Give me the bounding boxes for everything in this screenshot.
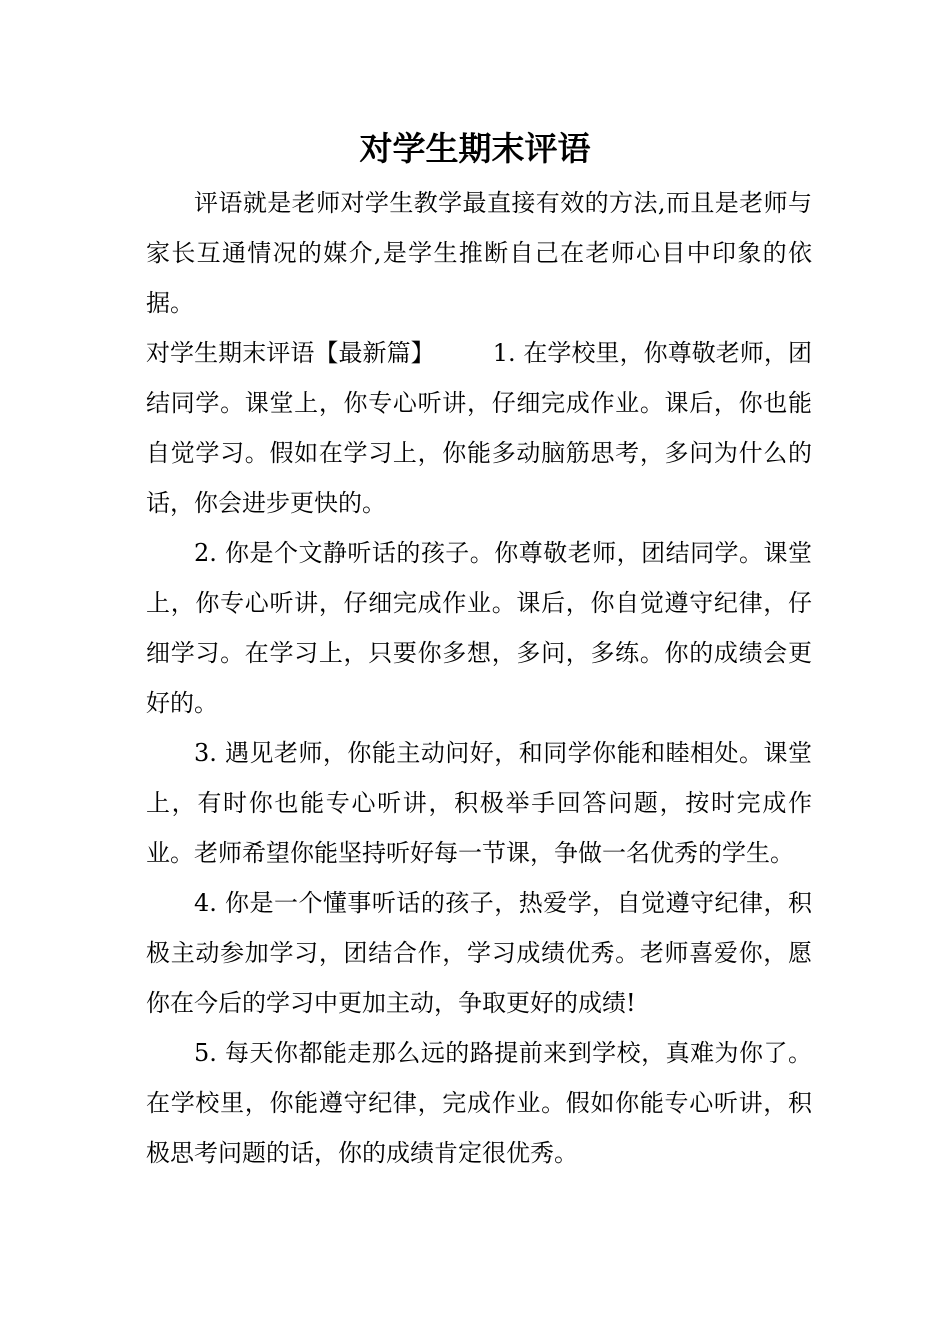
section-paragraph-1	[146, 328, 812, 528]
document-body	[146, 178, 812, 1178]
comment-item-5: 5. 每天你都能走那么远的路提前来到学校，真难为你了。在学校里，你能遵守纪律，完成作业。假如你能专心听讲，积极思考问题的话，你的成绩肯定很优秀。	[146, 1039, 812, 1167]
section-heading: 对学生期末评语【最新篇】	[146, 339, 435, 367]
comment-item-3: 3. 遇见老师，你能主动问好，和同学你能和睦相处。课堂上，有时你也能专心听讲，积极举手回答问题，按时完成作业。老师希望你能坚持听好每一节课，争做一名优秀的学生。	[146, 739, 812, 867]
document-title: 对学生期末评语	[359, 129, 591, 168]
comment-item-4: 4. 你是一个懂事听话的孩子，热爱学，自觉遵守纪律，积极主动参加学习，团结合作，学习成绩优秀。老师喜爱你，愿你在今后的学习中更加主动，争取更好的成绩!	[146, 889, 812, 1017]
comment-item-2: 2. 你是个文静听话的孩子。你尊敬老师，团结同学。课堂上，你专心听讲，仔细完成作业。课后，你自觉遵守纪律，仔细学习。在学习上，只要你多想，多问，多练。你的成绩会更好的。	[146, 539, 812, 717]
comment-item-1: 1. 在学校里，你尊敬老师，团结同学。课堂上，你专心听讲，仔细完成作业。课后，你也能自觉学习。假如在学习上，你能多动脑筋思考，多问为什么的话，你会进步更快的。	[146, 339, 812, 517]
intro-paragraph: 评语就是老师对学生教学最直接有效的方法,而且是老师与家长互通情况的媒介,是学生推断自己在老师心目中印象的依据。	[146, 189, 812, 317]
